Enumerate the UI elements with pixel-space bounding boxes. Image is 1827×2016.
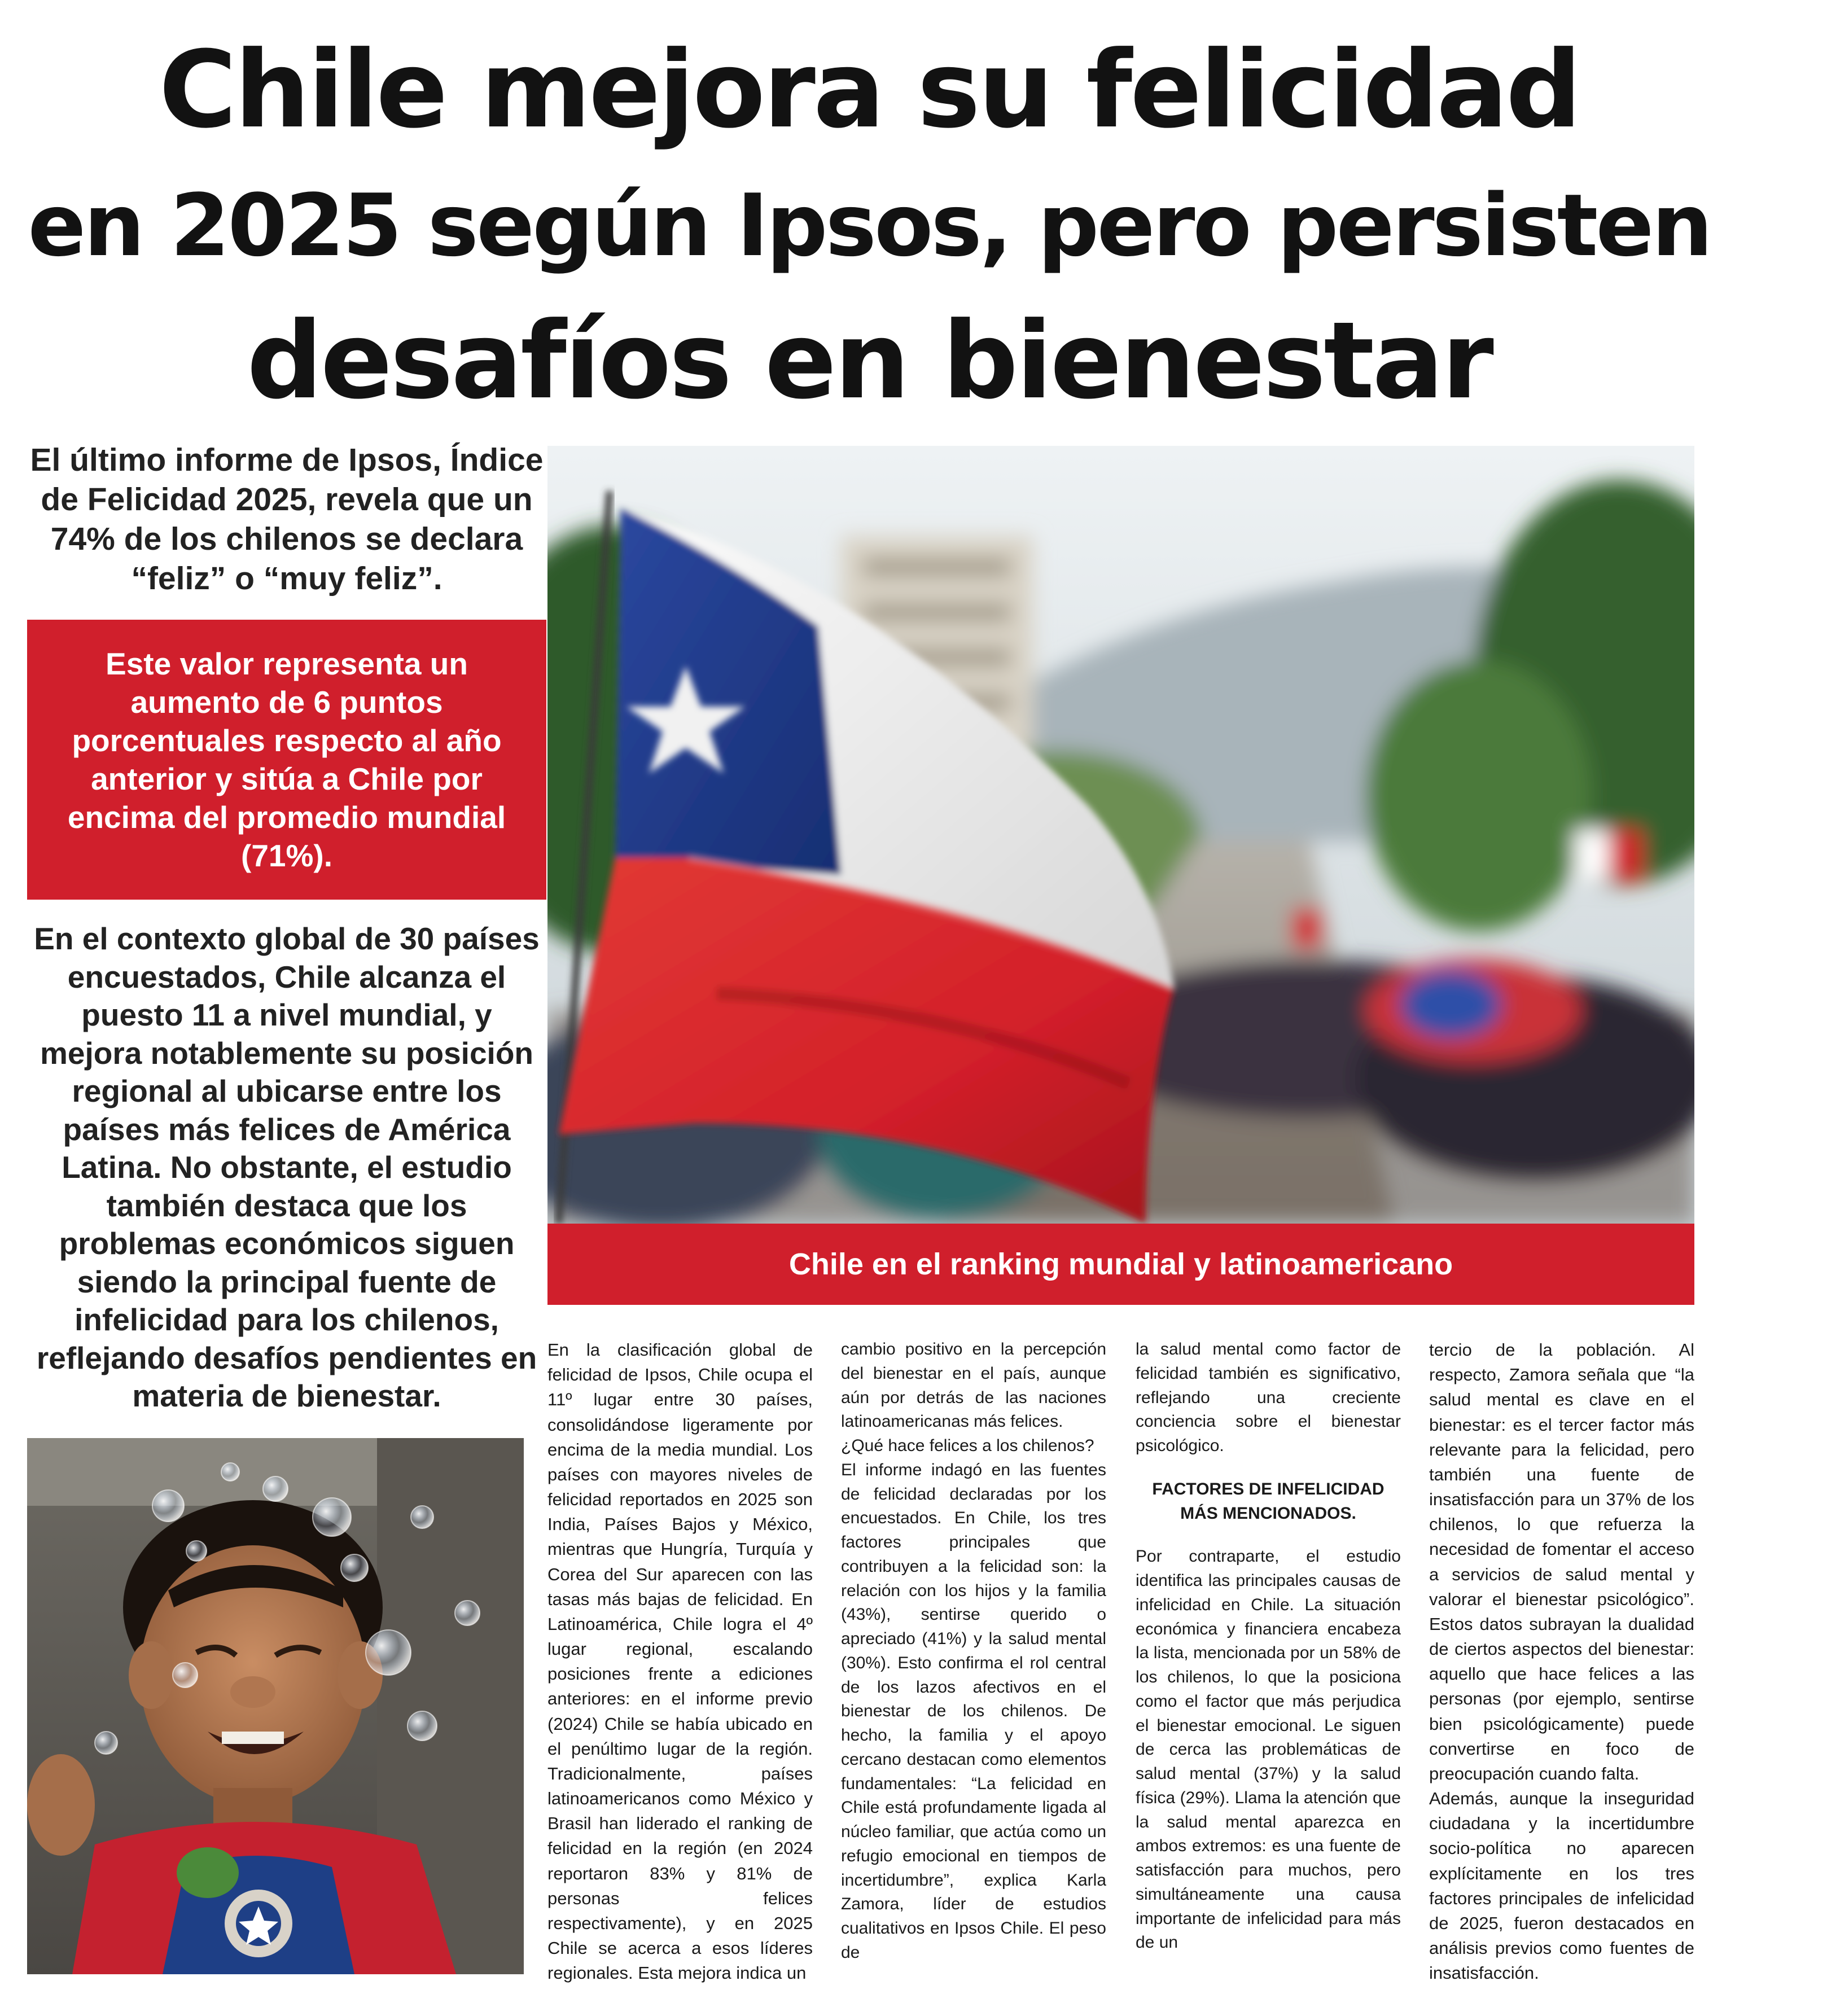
photo-caption: Chile en el ranking mundial y latinoamericano	[788, 1247, 1453, 1281]
headline-line-2: en 2025 según Ipsos, pero persisten	[28, 176, 1711, 275]
highlight-box	[27, 620, 546, 900]
lede-paragraph: El último informe de Ipsos, Índice de Felicidad 2025, revela que un 74% de los chilenos se declara “feliz” o “muy feliz”.	[30, 442, 544, 597]
body-paragraph: la salud mental como factor de felicidad también es significativo, reflejando una creciente conciencia sobre el bienestar psicológico.	[1136, 1340, 1401, 1455]
chile-flag-photo	[547, 446, 1694, 1224]
section-question: ¿Qué hace felices a los chilenos?	[841, 1436, 1094, 1455]
body-paragraph: tercio de la población. Al respecto, Zamora señala que “la salud mental es clave en el bienestar: es el tercer factor más relevante para la felicidad, pero también una fuente de insatisfacción para un 37% de los chilenos, lo que refuerza la necesidad de fomentar el acceso a servicios de salud mental y valorar el bienestar psicológico”. Estos datos subrayan la dualidad de ciertos aspectos del bienestar: aquello que hace felices a las personas (por ejemplo, sentirse bien psicológicamente) puede convertirse en foco de preocupación cuando falta.	[1429, 1340, 1694, 1783]
context-paragraph: En el contexto global de 30 países encuestados, Chile alcanza el puesto 11 a nivel mundial, y mejora notablemente su posición regional al ubicarse entre los países más felices de América Latina. No obstante, el estudio también destaca que los problemas económicos siguen siendo la principal fuente de infelicidad para los chilenos, reflejando desafíos pendientes en materia de bienestar.	[34, 921, 540, 1413]
body-paragraph: cambio positivo en la percepción del bienestar en el país, aunque aún por detrás de las naciones latinoamericanas más felices.	[841, 1340, 1106, 1431]
headline-line-3: desafíos en bienestar	[247, 299, 1492, 423]
body-paragraph: Por contraparte, el estudio identifica las principales causas de infelicidad en Chile. La situación económica y financiera encabeza la lista, mencionada por un 58% de los chilenos, lo que la posiciona como el factor que más perjudica el bienestar emocional. Le siguen de cerca las problemáticas de salud mental (37%) y la salud física (29%). Llama la atención que la salud mental aparezca en ambos extremos: es una fuente de satisfacción para muchos, pero simultáneamente una causa importante de infelicidad para más de un	[1136, 1547, 1401, 1952]
body-column-3	[1136, 1338, 1401, 1987]
body-column-1	[547, 1338, 813, 1987]
body-paragraph: En la clasificación global de felicidad de Ipsos, Chile ocupa el 11º lugar entre 30 países, consolidándose ligeramente por encima de la media mundial. Los países con mayores niveles de felicidad reportados en 2025 son India, Países Bajos y México, mientras que Hungría, Turquía y Corea del Sur aparecen con las tasas más bajas de felicidad. En Latinoamérica, Chile logra el 4º lugar regional, escalando posiciones frente a ediciones anteriores: en el informe previo (2024) Chile se había ubicado en el penúltimo lugar de la región. Tradicionalmente, países latinoamericanos como México y Brasil han liderado el ranking de felicidad en la región (en 2024 reportaron 83% y 81% de personas felices respectivamente), y en 2025 Chile se acerca a esos líderes regionales. Esta mejora indica un	[547, 1340, 813, 1983]
body-column-2	[841, 1338, 1106, 1987]
headline-line-1: Chile mejora su felicidad	[159, 28, 1580, 152]
section-subhead: FACTORES DE INFELICIDAD MÁS MENCIONADOS.	[1152, 1479, 1385, 1523]
photo-caption-bar	[547, 1224, 1694, 1305]
boy-bubbles-photo	[27, 1438, 524, 1974]
body-column-4	[1429, 1338, 1694, 1987]
headline	[23, 23, 1716, 429]
highlight-text: Este valor representa un aumento de 6 puntos porcentuales respecto al año anterior y sitúa a Chile por encima del promedio mundial (71%).	[67, 646, 506, 873]
body-paragraph: Además, aunque la inseguridad ciudadana y la incertidumbre socio-política no aparecen explícitamente en los tres factores principales de infelicidad de 2025, fueron destacados en análisis previos como fuentes de insatisfacción.	[1429, 1789, 1694, 1983]
body-paragraph: El informe indagó en las fuentes de felicidad declaradas por los encuestados. En Chile, los tres factores principales que contribuyen a la felicidad son: la relación con los hijos y la familia (43%), sentirse querido o apreciado (41%) y la salud mental (30%). Esto confirma el rol central de los lazos afectivos en el bienestar de los chilenos. De hecho, la familia y el apoyo cercano destacan como elementos fundamentales: “La felicidad en Chile está profundamente ligada al núcleo familiar, que actúa como un refugio emocional en tiempos de incertidumbre”, explica Karla Zamora, líder de estudios cualitativos en Ipsos Chile. El peso de	[841, 1460, 1106, 1962]
